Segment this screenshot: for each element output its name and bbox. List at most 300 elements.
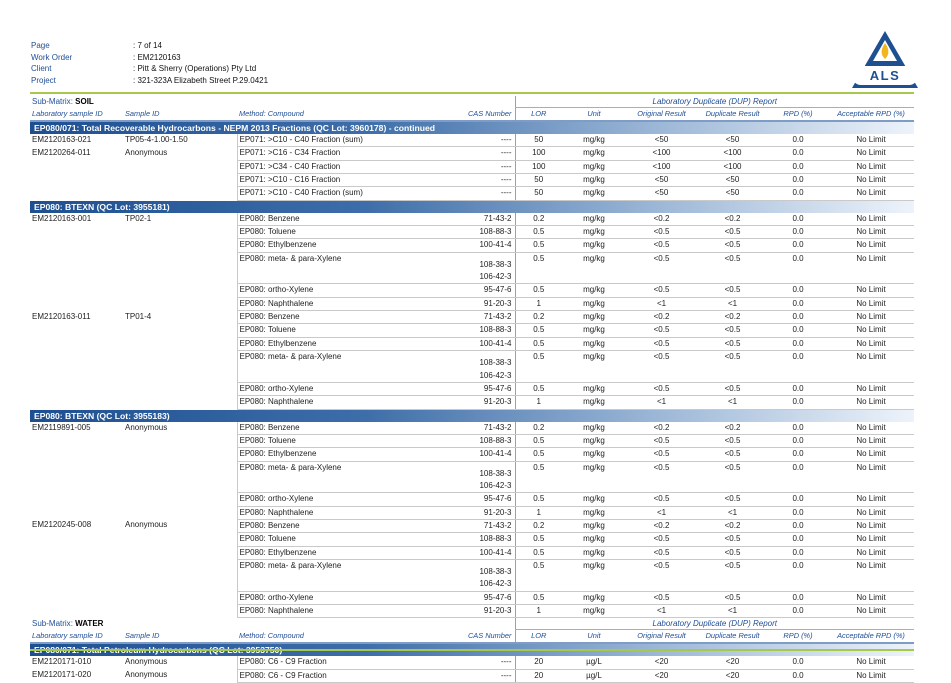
cas-number: 100-41-4 [385, 546, 515, 559]
cas-number-line: 106-42-3 [479, 579, 512, 589]
unit-value: mg/kg [562, 434, 626, 447]
sub-matrix-colon: : [70, 97, 76, 106]
cas-number-line: 108-38-3 [479, 259, 512, 269]
column-header-lor: LOR [515, 630, 562, 644]
column-header-lab-id: Laboratory sample ID [30, 630, 123, 644]
sample-id [123, 174, 237, 187]
unit-value: mg/kg [562, 284, 626, 297]
cas-number: 108-88-3 [385, 324, 515, 337]
sub-matrix-colon: : [70, 619, 76, 629]
column-header-lab-id: Laboratory sample ID [30, 108, 123, 122]
qc-lot-title: EP080/071: Total Recoverable Hydrocarbons - NEPM 2013 Fractions (QC Lot: 3960178) - continued [30, 121, 914, 134]
method-compound: EP080: Naphthalene [237, 297, 385, 310]
rpd-value: 0.0 [768, 605, 828, 618]
unit-value: mg/kg [562, 461, 626, 493]
lab-sample-id [30, 591, 123, 604]
rpd-value: 0.0 [768, 448, 828, 461]
logo-text: ALS [869, 68, 901, 83]
table-row [30, 396, 914, 409]
lab-sample-id [30, 239, 123, 252]
rpd-value: 0.0 [768, 252, 828, 284]
lab-sample-id: EM2120171-020 [32, 670, 92, 680]
table-row [30, 546, 914, 559]
unit-value: mg/kg [562, 533, 626, 546]
sample-id [123, 434, 237, 447]
sub-matrix-value: SOIL [75, 97, 94, 106]
sample-id: TP02-1 [125, 213, 152, 223]
method-compound: EP071: >C10 - C40 Fraction (sum) [237, 187, 385, 200]
table-row [30, 324, 914, 337]
rpd-value: 0.0 [768, 311, 828, 324]
duplicate-result: <20 [697, 669, 768, 682]
duplicate-result: <50 [697, 134, 768, 147]
duplicate-result: <0.5 [697, 252, 768, 284]
lor-value: 0.5 [515, 284, 562, 297]
method-compound: EP080: C6 - C9 Fraction [237, 656, 385, 669]
original-result: <50 [626, 134, 697, 147]
acceptable-rpd: No Limit [828, 160, 914, 173]
original-result: <20 [626, 656, 697, 669]
acceptable-rpd: No Limit [828, 213, 914, 226]
unit-value: mg/kg [562, 506, 626, 519]
cas-number: 91-20-3 [385, 396, 515, 409]
sample-id [123, 337, 237, 350]
unit-value: mg/kg [562, 239, 626, 252]
lab-sample-id [30, 559, 123, 591]
cas-number: 100-41-4 [385, 239, 515, 252]
header-rule [30, 92, 914, 94]
header-value: : 7 of 14 [133, 41, 162, 50]
unit-value: mg/kg [562, 324, 626, 337]
method-compound: EP080: Toluene [237, 533, 385, 546]
original-result: <0.5 [626, 252, 697, 284]
lab-sample-id [30, 605, 123, 618]
rpd-value: 0.0 [768, 239, 828, 252]
header-value: : EM2120163 [133, 52, 181, 62]
duplicate-result: <0.2 [697, 311, 768, 324]
original-result: <0.2 [626, 213, 697, 226]
column-header-duplicate: Duplicate Result [697, 630, 768, 644]
unit-value: µg/L [562, 656, 626, 669]
unit-value: mg/kg [562, 519, 626, 532]
original-result: <0.2 [626, 311, 697, 324]
method-compound: EP080: Benzene [237, 519, 385, 532]
duplicate-result: <0.5 [697, 351, 768, 383]
rpd-value: 0.0 [768, 591, 828, 604]
acceptable-rpd: No Limit [828, 324, 914, 337]
duplicate-result: <0.5 [697, 382, 768, 395]
lor-value: 100 [515, 147, 562, 160]
sample-id [123, 533, 237, 546]
duplicate-result: <100 [697, 160, 768, 173]
cas-number: 108-88-3 [385, 434, 515, 447]
duplicate-result: <0.5 [697, 239, 768, 252]
lor-value: 0.5 [515, 351, 562, 383]
cas-number [385, 351, 515, 383]
original-result: <0.5 [626, 284, 697, 297]
column-header-acceptable: Acceptable RPD (%) [828, 108, 914, 122]
original-result: <0.5 [626, 382, 697, 395]
lor-value: 0.5 [515, 591, 562, 604]
acceptable-rpd: No Limit [828, 591, 914, 604]
duplicate-result: <1 [697, 297, 768, 310]
lor-value: 50 [515, 187, 562, 200]
cas-number [385, 559, 515, 591]
original-result: <0.5 [626, 591, 697, 604]
unit-value: mg/kg [562, 174, 626, 187]
lor-value: 20 [515, 669, 562, 682]
acceptable-rpd: No Limit [828, 559, 914, 591]
sample-id: Anonymous [125, 147, 168, 157]
rpd-value: 0.0 [768, 396, 828, 409]
table-row [30, 284, 914, 297]
sample-id: TP05-4-1.00-1.50 [125, 135, 188, 144]
qc-lot-title: EP080: BTEXN (QC Lot: 3955181) [30, 200, 914, 213]
acceptable-rpd: No Limit [828, 461, 914, 493]
duplicate-result: <1 [697, 605, 768, 618]
method-compound: EP080: Ethylbenzene [237, 337, 385, 350]
header-page-value: 7 of 14 [137, 41, 162, 50]
original-result: <0.5 [626, 546, 697, 559]
rpd-value: 0.0 [768, 174, 828, 187]
acceptable-rpd: No Limit [828, 147, 914, 160]
lor-value: 0.5 [515, 337, 562, 350]
lab-sample-id [30, 252, 123, 284]
method-compound: EP080: Ethylbenzene [237, 448, 385, 461]
column-header-lor: LOR [515, 108, 562, 122]
column-header-unit: Unit [562, 108, 626, 122]
rpd-value: 0.0 [768, 187, 828, 200]
cas-number: ---- [385, 147, 515, 160]
sample-id [123, 187, 237, 200]
lor-value: 0.5 [515, 493, 562, 506]
cas-number: 95-47-6 [385, 591, 515, 604]
table-row [30, 311, 914, 324]
cas-number-line: 106-42-3 [479, 480, 512, 490]
duplicate-result: <0.5 [697, 434, 768, 447]
lor-value: 0.5 [515, 461, 562, 493]
column-header-duplicate: Duplicate Result [697, 108, 768, 122]
table-row [30, 226, 914, 239]
lor-value: 1 [515, 396, 562, 409]
rpd-value: 0.0 [768, 147, 828, 160]
qc-lot-banner [30, 200, 914, 213]
method-compound: EP080: meta- & para-Xylene [237, 252, 385, 284]
sample-id: Anonymous [125, 657, 168, 667]
sample-id [123, 324, 237, 337]
method-compound: EP080: Naphthalene [237, 506, 385, 519]
lor-value: 0.5 [515, 324, 562, 337]
cas-number: 100-41-4 [385, 448, 515, 461]
cas-number: 91-20-3 [385, 605, 515, 618]
sample-id [123, 605, 237, 618]
cas-number-line: 108-38-3 [479, 358, 512, 368]
header-value: : Pitt & Sherry (Operations) Pty Ltd [133, 64, 257, 73]
lab-sample-id [30, 434, 123, 447]
original-result: <0.5 [626, 448, 697, 461]
als-logo [850, 30, 920, 92]
original-result: <0.5 [626, 226, 697, 239]
lab-sample-id: EM2120163-021 [32, 135, 92, 144]
lor-value: 50 [515, 134, 562, 147]
table-row [30, 591, 914, 604]
lab-sample-id [30, 448, 123, 461]
original-result: <100 [626, 147, 697, 160]
acceptable-rpd: No Limit [828, 422, 914, 435]
unit-value: mg/kg [562, 382, 626, 395]
duplicate-result: <0.5 [697, 324, 768, 337]
header-label: Client [31, 64, 52, 73]
dup-report-title: Laboratory Duplicate (DUP) Report [515, 618, 914, 630]
duplicate-result: <0.5 [697, 533, 768, 546]
original-result: <0.2 [626, 422, 697, 435]
sample-id [123, 396, 237, 409]
acceptable-rpd: No Limit [828, 656, 914, 669]
sample-id [123, 160, 237, 173]
duplicate-result: <0.5 [697, 493, 768, 506]
cas-number: ---- [385, 669, 515, 682]
acceptable-rpd: No Limit [828, 546, 914, 559]
sample-id [123, 461, 237, 493]
sub-matrix-caption: Sub-Matrix [32, 619, 71, 629]
lab-sample-id: EM2120264-011 [32, 147, 91, 157]
cas-number: 100-41-4 [385, 337, 515, 350]
cas-number-line: 108-38-3 [479, 566, 512, 576]
method-compound: EP080: Benzene [237, 213, 385, 226]
unit-value: mg/kg [562, 591, 626, 604]
duplicate-result: <0.2 [697, 519, 768, 532]
table-row [30, 252, 914, 284]
cas-number: ---- [385, 656, 515, 669]
acceptable-rpd: No Limit [828, 396, 914, 409]
lor-value: 0.5 [515, 226, 562, 239]
method-compound: EP080: Benzene [237, 311, 385, 324]
rpd-value: 0.0 [768, 297, 828, 310]
table-row [30, 337, 914, 350]
unit-value: mg/kg [562, 297, 626, 310]
column-header-unit: Unit [562, 630, 626, 644]
table-row [30, 187, 914, 200]
sample-id [123, 591, 237, 604]
table-row [30, 239, 914, 252]
method-compound: EP071: >C10 - C40 Fraction (sum) [237, 134, 385, 147]
table-row [30, 351, 914, 383]
duplicate-result: <0.5 [697, 559, 768, 591]
table-row [30, 461, 914, 493]
sample-id [123, 448, 237, 461]
lor-value: 0.5 [515, 546, 562, 559]
acceptable-rpd: No Limit [828, 434, 914, 447]
table-row [30, 493, 914, 506]
method-compound: EP080: Toluene [237, 226, 385, 239]
sample-id [123, 252, 237, 284]
rpd-value: 0.0 [768, 337, 828, 350]
original-result: <20 [626, 669, 697, 682]
unit-value: mg/kg [562, 160, 626, 173]
rpd-value: 0.0 [768, 506, 828, 519]
cas-number: 108-88-3 [385, 533, 515, 546]
method-compound: EP080: Toluene [237, 434, 385, 447]
cas-number: 71-43-2 [385, 519, 515, 532]
sub-matrix-label [30, 618, 515, 630]
cas-number: ---- [385, 134, 515, 147]
sample-id [123, 546, 237, 559]
sample-id [123, 239, 237, 252]
unit-value: mg/kg [562, 546, 626, 559]
unit-value: mg/kg [562, 448, 626, 461]
lab-sample-id [30, 174, 123, 187]
table-row [30, 147, 914, 160]
original-result: <0.5 [626, 239, 697, 252]
sample-id: Anonymous [125, 422, 168, 432]
qc-lot-banner [30, 121, 914, 134]
method-compound: EP071: >C16 - C34 Fraction [237, 147, 385, 160]
unit-value: mg/kg [562, 213, 626, 226]
lor-value: 20 [515, 656, 562, 669]
rpd-value: 0.0 [768, 434, 828, 447]
cas-number: 91-20-3 [385, 506, 515, 519]
table-row [30, 448, 914, 461]
rpd-value: 0.0 [768, 533, 828, 546]
unit-value: mg/kg [562, 351, 626, 383]
method-compound: EP080: ortho-Xylene [237, 591, 385, 604]
column-header-rpd: RPD (%) [768, 630, 828, 644]
lor-value: 0.2 [515, 213, 562, 226]
column-header-method: Method: Compound [237, 108, 385, 122]
original-result: <1 [626, 297, 697, 310]
rpd-value: 0.0 [768, 656, 828, 669]
table-row [30, 519, 914, 532]
cas-number: 91-20-3 [385, 297, 515, 310]
qc-lot-banner [30, 409, 914, 422]
header-label: Work Order [31, 52, 73, 62]
rpd-value: 0.0 [768, 669, 828, 682]
method-compound: EP080: Ethylbenzene [237, 239, 385, 252]
duplicate-result: <0.5 [697, 226, 768, 239]
column-header-acceptable: Acceptable RPD (%) [828, 630, 914, 644]
method-compound: EP071: >C10 - C16 Fraction [237, 174, 385, 187]
sub-matrix-value: WATER [75, 619, 104, 629]
original-result: <1 [626, 396, 697, 409]
lab-sample-id [30, 493, 123, 506]
table-row [30, 669, 914, 682]
rpd-value: 0.0 [768, 493, 828, 506]
duplicate-result: <50 [697, 174, 768, 187]
lab-sample-id [30, 461, 123, 493]
table-row [30, 434, 914, 447]
lab-sample-id: EM2120163-011 [32, 311, 91, 321]
duplicate-result: <1 [697, 396, 768, 409]
method-compound: EP080: Benzene [237, 422, 385, 435]
header-value: : 321-323A Elizabeth Street P.29.0421 [133, 75, 269, 85]
unit-value: µg/L [562, 669, 626, 682]
footer-rule [30, 649, 914, 651]
cas-number: 95-47-6 [385, 493, 515, 506]
acceptable-rpd: No Limit [828, 382, 914, 395]
rpd-value: 0.0 [768, 461, 828, 493]
report-body [30, 96, 914, 683]
acceptable-rpd: No Limit [828, 252, 914, 284]
cas-number: 71-43-2 [385, 311, 515, 324]
rpd-value: 0.0 [768, 519, 828, 532]
cas-number [385, 252, 515, 284]
unit-value: mg/kg [562, 226, 626, 239]
sub-matrix-row [30, 96, 914, 108]
duplicate-result: <0.5 [697, 448, 768, 461]
duplicate-result: <0.5 [697, 284, 768, 297]
original-result: <0.5 [626, 324, 697, 337]
acceptable-rpd: No Limit [828, 134, 914, 147]
lab-sample-id [30, 160, 123, 173]
header-work-order-value: EM2120163 [137, 52, 181, 62]
method-compound: EP080: Naphthalene [237, 605, 385, 618]
lab-sample-id: EM2119891-005 [32, 422, 91, 432]
unit-value: mg/kg [562, 422, 626, 435]
duplicate-result: <1 [697, 506, 768, 519]
header-project-value: 321-323A Elizabeth Street P.29.0421 [137, 75, 269, 85]
original-result: <0.5 [626, 461, 697, 493]
lab-sample-id [30, 351, 123, 383]
original-result: <0.5 [626, 559, 697, 591]
rpd-value: 0.0 [768, 351, 828, 383]
method-compound: EP080: ortho-Xylene [237, 493, 385, 506]
original-result: <0.5 [626, 337, 697, 350]
unit-value: mg/kg [562, 559, 626, 591]
method-compound: EP080: ortho-Xylene [237, 382, 385, 395]
table-row [30, 533, 914, 546]
table-row [30, 559, 914, 591]
sample-id: Anonymous [125, 520, 168, 530]
table-row [30, 160, 914, 173]
acceptable-rpd: No Limit [828, 174, 914, 187]
unit-value: mg/kg [562, 311, 626, 324]
lor-value: 50 [515, 174, 562, 187]
original-result: <50 [626, 174, 697, 187]
sample-id [123, 506, 237, 519]
acceptable-rpd: No Limit [828, 187, 914, 200]
duplicate-result: <0.2 [697, 422, 768, 435]
table-row [30, 297, 914, 310]
cas-number: 71-43-2 [385, 422, 515, 435]
method-compound: EP071: >C34 - C40 Fraction [237, 160, 385, 173]
unit-value: mg/kg [562, 252, 626, 284]
acceptable-rpd: No Limit [828, 297, 914, 310]
lab-sample-id [30, 396, 123, 409]
method-compound: EP080: meta- & para-Xylene [237, 351, 385, 383]
lab-sample-id: EM2120163-001 [32, 213, 92, 223]
acceptable-rpd: No Limit [828, 337, 914, 350]
lor-value: 0.5 [515, 239, 562, 252]
lab-sample-id: EM2120171-010 [32, 657, 92, 667]
sample-id [123, 226, 237, 239]
lab-sample-id [30, 187, 123, 200]
cas-number: ---- [385, 174, 515, 187]
original-result: <50 [626, 187, 697, 200]
column-header-method: Method: Compound [237, 630, 385, 644]
column-header-row [30, 108, 914, 122]
sub-matrix-label [30, 96, 515, 108]
lab-sample-id [30, 546, 123, 559]
qc-lot-title: EP080: BTEXN (QC Lot: 3955183) [30, 409, 914, 422]
table-row [30, 506, 914, 519]
sample-id [123, 351, 237, 383]
lor-value: 1 [515, 297, 562, 310]
duplicate-result: <0.5 [697, 546, 768, 559]
duplicate-result: <100 [697, 147, 768, 160]
sample-id [123, 297, 237, 310]
rpd-value: 0.0 [768, 324, 828, 337]
cas-number: 108-88-3 [385, 226, 515, 239]
